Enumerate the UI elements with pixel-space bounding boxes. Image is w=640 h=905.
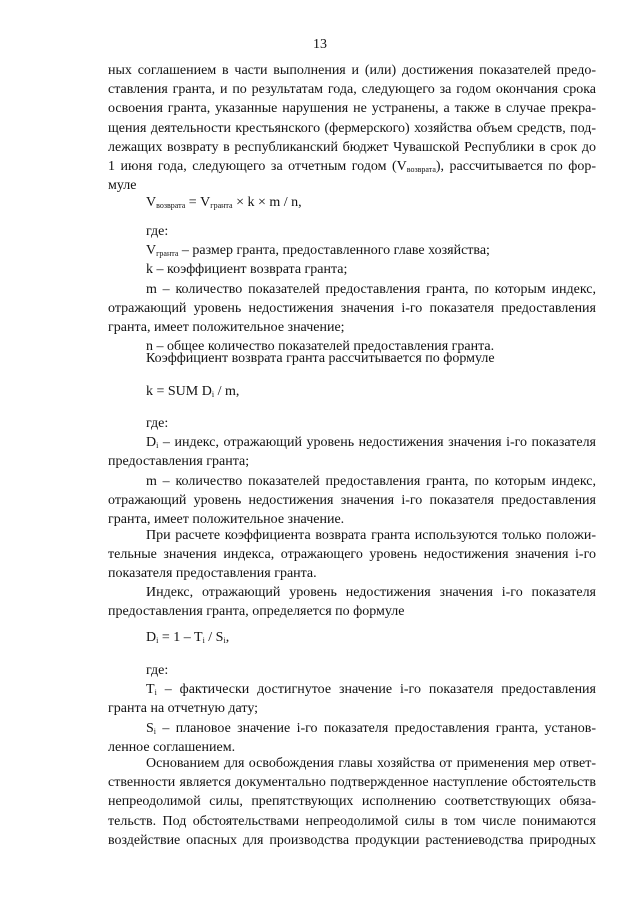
definition-s: $S_i$ – плановое значение i-го показателя предоставления гранта, установ- <box>146 720 596 736</box>
text-line: предоставления гранта, определяется по формуле <box>108 604 405 620</box>
formula-index: $D_i = 1 - T_i / S_i$, <box>146 630 230 645</box>
text-line: ных соглашением в части выполнения и (или) достижения показателей предо- <box>108 63 596 78</box>
text-line: воздействие опасных для производства продукции растениеводства природных <box>108 832 596 848</box>
text-line: гранта, имеет положительное значение; <box>108 320 345 336</box>
page-number: 13 <box>313 37 327 52</box>
definition-d: $D_i$ – индекс, отражающий уровень недостижения значения i-го показателя <box>146 435 596 451</box>
text-line: Индекс, отражающий уровень недостижения значения i-го показателя <box>146 585 596 600</box>
text-line: ленное соглашением. <box>108 739 236 755</box>
definition-m: m – количество показателей предоставления гранта, по которым индекс, <box>146 473 596 489</box>
formula-return-amount: $V_{возврата} = V_{гранта} \times k \times m / n$, <box>146 195 302 210</box>
text-line: отражающий уровень недостижения значения i-го показателя предоставления <box>108 300 596 316</box>
text-line: тельств. Под обстоятельствами непреодолимой силы в том числе понимаются <box>108 813 596 829</box>
text-line: гранта, имеет положительное значение. <box>108 512 345 528</box>
text-line: предоставления гранта; <box>108 454 250 470</box>
text-line: щения деятельности крестьянского (фермерского) хозяйства объем средств, под- <box>108 120 596 136</box>
formula-coefficient: k = SUM $D_i$ / m, <box>146 384 240 399</box>
text-line: ственности является документально подтвержденное наступление обстоятельств <box>108 775 596 791</box>
text-line: лежащих возврату в республиканский бюджет Чувашской Республики в срок до <box>108 139 596 155</box>
definitions-block-2 <box>108 414 596 529</box>
coefficient-intro: Коэффициент возврата гранта рассчитывается по формуле <box>146 351 495 366</box>
text-line: При расчете коэффициента возврата гранта используются только положи- <box>146 528 596 543</box>
text-line: освоения гранта, указанные нарушения не устранены, а также в случае прекра- <box>108 101 596 117</box>
text-line: тельные значения индекса, отражающего уровень недостижения значения i-го <box>108 547 596 563</box>
text-line: Основанием для освобождения главы хозяйства от применения мер ответ- <box>146 756 596 771</box>
where-label: где: <box>146 416 169 431</box>
where-label: где: <box>146 224 169 239</box>
paragraph-index-formula <box>108 583 596 621</box>
definitions-block-3 <box>108 661 596 757</box>
paragraph-positive-values <box>108 526 596 584</box>
text-line: ставления гранта, и по результатам года, следующего за годом окончания срока <box>108 82 596 98</box>
definition-v-grant: $V_{гранта}$ – размер гранта, предоставленного главе хозяйства; <box>146 243 490 259</box>
definitions-block-1 <box>108 222 596 356</box>
definition-m: m – количество показателей предоставления гранта, по которым индекс, <box>146 281 596 297</box>
text-line: муле <box>108 178 137 194</box>
text-line: показателя предоставления гранта. <box>108 566 317 582</box>
definition-t: $T_i$ – фактически достигнутое значение i-го показателя предоставления <box>146 682 596 698</box>
definition-n: n – общее количество показателей предоставления гранта. <box>146 339 495 355</box>
text-line: непреодолимой силы, препятствующих исполнению соответствующих обяза- <box>108 794 596 810</box>
definition-k: k – коэффициент возврата гранта; <box>146 262 348 278</box>
text-line: отражающий уровень недостижения значения i-го показателя предоставления <box>108 492 596 508</box>
text-line: гранта на отчетную дату; <box>108 701 259 717</box>
paragraph-grant-return <box>108 61 596 195</box>
where-label: где: <box>146 663 169 678</box>
paragraph-force-majeure <box>108 754 596 850</box>
text-line: 1 июня года, следующего за отчетным годом $(V_{возврата})$, рассчитывается по фор- <box>108 159 596 175</box>
